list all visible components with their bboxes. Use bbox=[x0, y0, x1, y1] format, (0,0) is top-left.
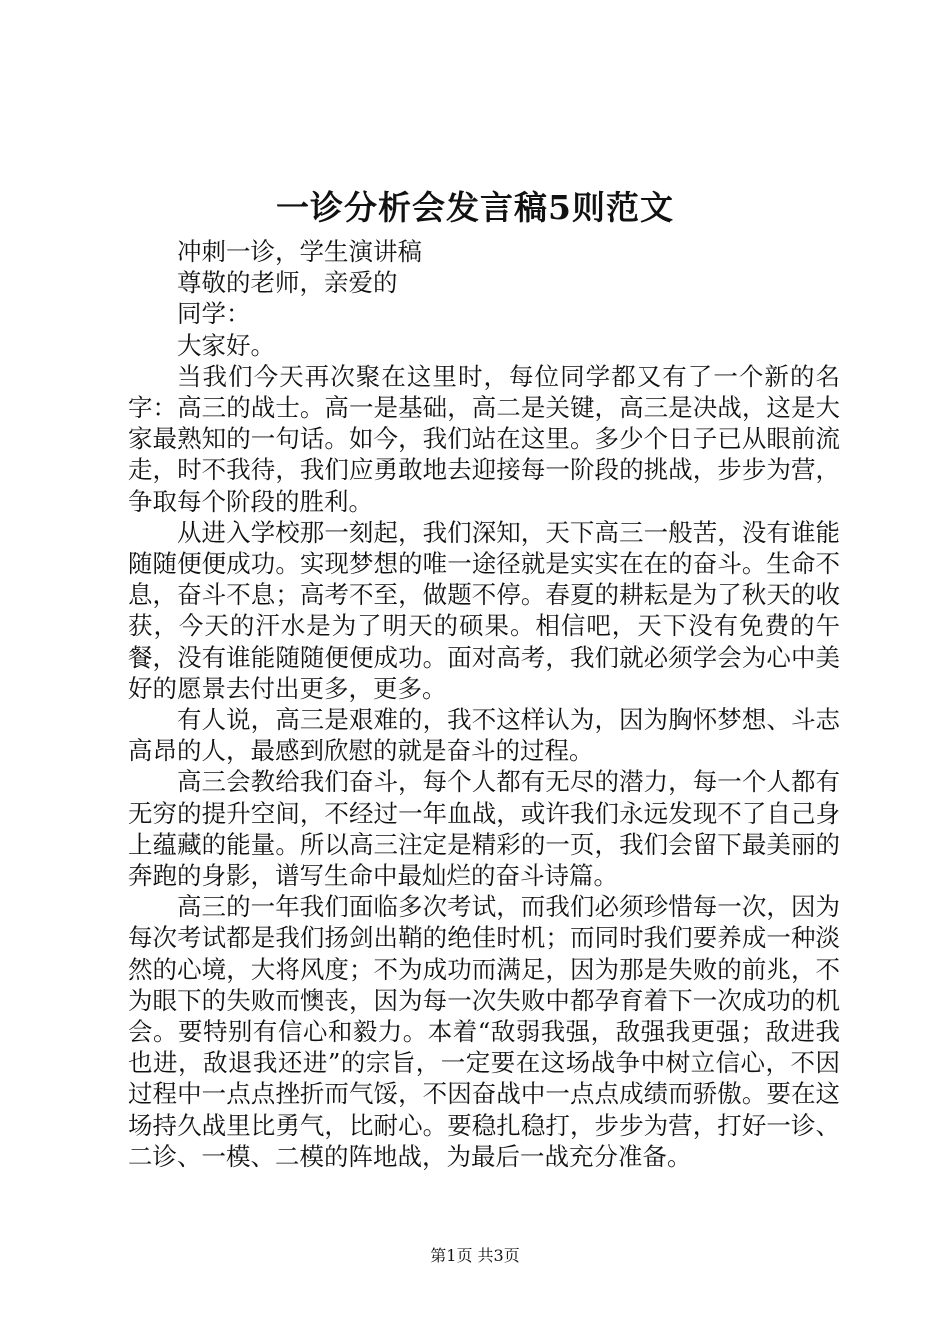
paragraph: 冲刺一诊，学生演讲稿 bbox=[177, 237, 422, 266]
paragraph: 高三会教给我们奋斗，每个人都有无尽的潜力，每一个人都有无穷的提升空间，不经过一年血战，或许我们永远发现不了自己身上蕴藏的能量。所以高三注定是精彩的一页，我们会留下最美丽的奔跑的身影，谱写生命中最灿烂的奋斗诗篇。 bbox=[128, 767, 840, 891]
paragraph: 大家好。 bbox=[177, 330, 275, 360]
page-footer: 第1页 共3页 bbox=[430, 1246, 520, 1265]
paragraph: 同学： bbox=[177, 299, 251, 329]
document-title: 一诊分析会发言稿5则范文 bbox=[276, 188, 674, 227]
document-body bbox=[128, 236, 840, 1172]
paragraph: 当我们今天再次聚在这里时，每位同学都又有了一个新的名字：高三的战士。高一是基础，高二是关键，高三是决战，这是大家最熟知的一句话。如今，我们站在这里。多少个日子已从眼前流走，时不我待，我们应勇敢地去迎接每一阶段的挑战，步步为营，争取每个阶段的胜利。 bbox=[128, 361, 840, 516]
paragraph: 从进入学校那一刻起，我们深知，天下高三一般苦，没有谁能随随便便成功。实现梦想的唯一途径就是实实在在的奋斗。生命不息，奋斗不息；高考不至，做题不停。春夏的耕耘是为了秋天的收获，今天的汗水是为了明天的硕果。相信吧，天下没有免费的午餐，没有谁能随随便便成功。面对高考，我们就必须学会为心中美好的愿景去付出更多，更多。 bbox=[128, 517, 840, 703]
paragraph: 有人说，高三是艰难的，我不这样认为，因为胸怀梦想、斗志高昂的人，最感到欣慰的就是奋斗的过程。 bbox=[128, 705, 840, 766]
paragraph: 尊敬的老师，亲爱的 bbox=[177, 268, 398, 298]
paragraph: 高三的一年我们面临多次考试，而我们必须珍惜每一次，因为每次考试都是我们扬剑出鞘的绝佳时机；而同时我们要养成一种淡然的心境，大将风度；不为成功而满足，因为那是失败的前兆，不为眼下的失败而懊丧，因为每一次失败中都孕育着下一次成功的机会。要特别有信心和毅力。本着“敌弱我强，敌强我更强；敌进我也进，敌退我还进”的宗旨，一定要在这场战争中树立信心，不因过程中一点点挫折而气馁，不因奋战中一点点成绩而骄傲。要在这场持久战里比勇气，比耐心。要稳扎稳打，步步为营，打好一诊、二诊、一模、二模的阵地战，为最后一战充分准备。 bbox=[128, 892, 840, 1171]
